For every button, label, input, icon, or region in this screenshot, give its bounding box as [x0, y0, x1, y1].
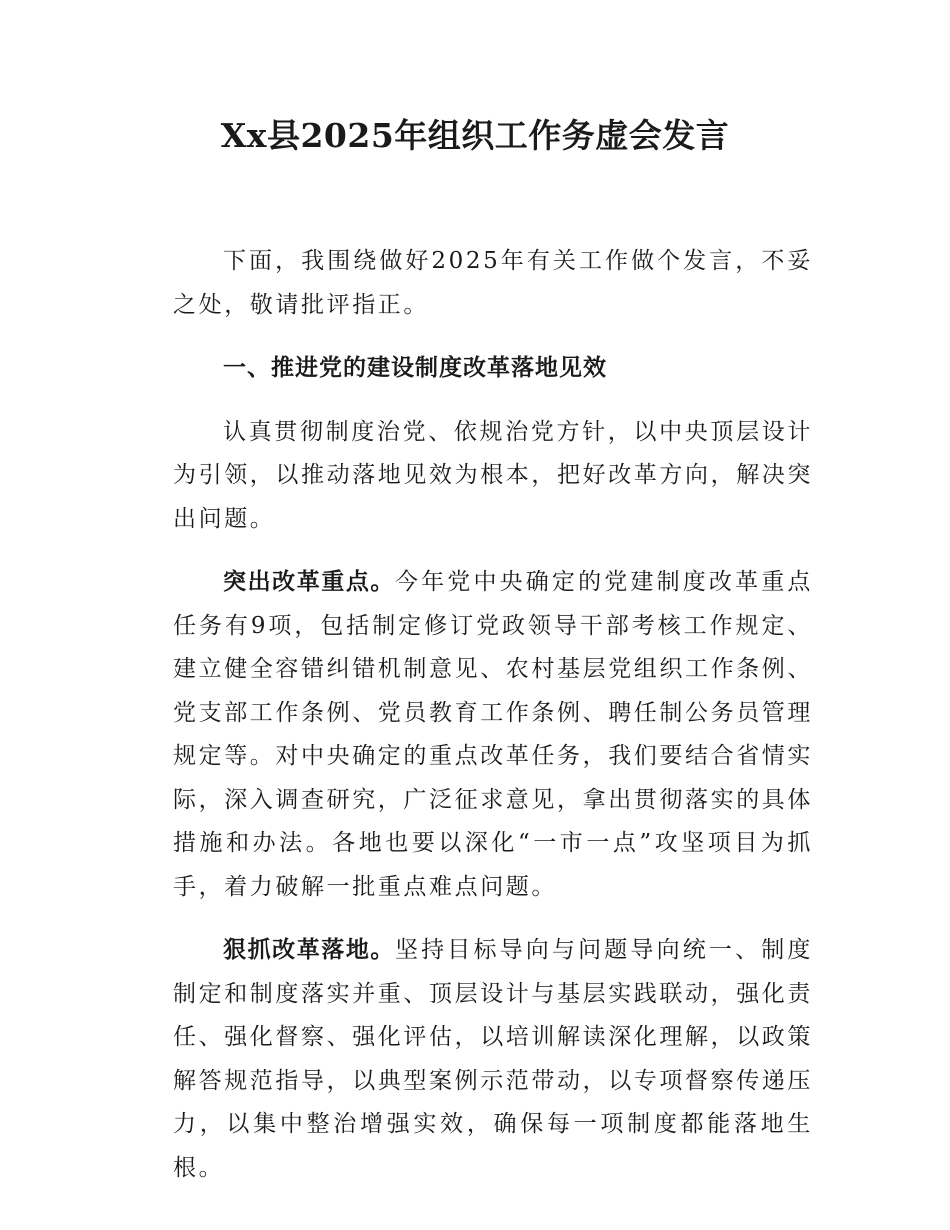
section-summary-paragraph: 认真贯彻制度治党、依规治党方针，以中央顶层设计为引领，以推动落地见效为根本，把好改革方向，解决突出问题。 [173, 418, 813, 532]
point-text-implementation: 坚持目标导向与问题导向统一、制度制定和制度落实并重、顶层设计与基层实践联动，强化责任、强化督察、强化评估，以培训解读深化理解，以政策解答规范指导，以典型案例示范带动，以专项督察传递压力，以集中整治增强实效，确保每一项制度都能落地生根。 [173, 937, 814, 1181]
intro-paragraph: 下面，我围绕做好2025年有关工作做个发言，不妥之处，敬请批评指正。 [173, 248, 813, 318]
section-heading: 一、推进党的建设制度改革落地见效 [223, 355, 607, 381]
point-paragraph-implementation [173, 929, 813, 1190]
point-text-key-reforms: 今年党中央确定的党建制度改革重点任务有9项，包括制定修订党政领导干部考核工作规定、建立健全容错纠错机制意见、农村基层党组织工作条例、党支部工作条例、党员教育工作条例、聘任制公务员管理规定等。对中央确定的重点改革任务，我们要结合省情实际，深入调查研究，广泛征求意见，拿出贯彻落实的具体措施和办法。各地也要以深化“一市一点”攻坚项目为抓手，着力破解一批重点难点问题。 [173, 569, 814, 900]
document-body [173, 240, 813, 1210]
point-lead-implementation: 狠抓改革落地。 [223, 937, 395, 963]
point-lead-key-reforms: 突出改革重点。 [223, 569, 395, 595]
point-paragraph-key-reforms [173, 561, 813, 909]
page-title: Xx县2025年组织工作务虚会发言 [220, 116, 730, 155]
